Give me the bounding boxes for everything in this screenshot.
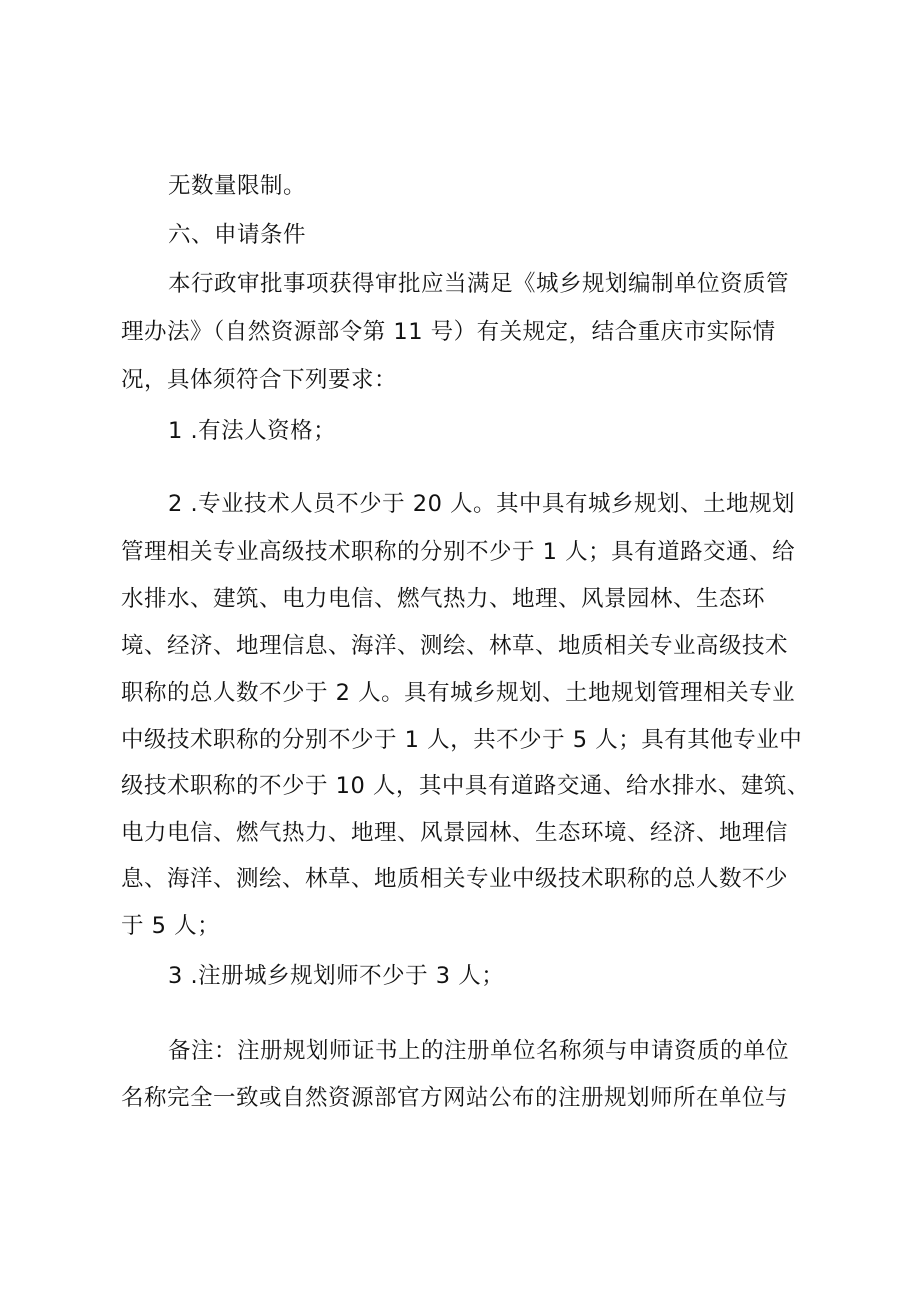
text-line: 无数量限制。 bbox=[168, 173, 307, 199]
list-item: 2 .专业技术人员不少于 20 人。其中具有城乡规划、土地规划 bbox=[168, 491, 796, 517]
section-heading: 六、申请条件 bbox=[168, 222, 307, 248]
text-line: 理办法》（自然资源部令第 11 号）有关规定，结合重庆市实际情 bbox=[121, 319, 776, 345]
list-item: 3 .注册城乡规划师不少于 3 人； bbox=[168, 963, 505, 989]
text-line: 管理相关专业高级技术职称的分别不少于 1 人；具有道路交通、给 bbox=[121, 539, 796, 565]
text-line: 电力电信、燃气热力、地理、风景园林、生态环境、经济、地理信 bbox=[121, 820, 789, 846]
text-line: 况，具体须符合下列要求： bbox=[121, 367, 398, 393]
text-line: 息、海洋、测绘、林草、地质相关专业中级技术职称的总人数不少 bbox=[121, 866, 789, 892]
note-text: 名称完全一致或自然资源部官方网站公布的注册规划师所在单位与 bbox=[121, 1085, 789, 1111]
text-line: 职称的总人数不少于 2 人。具有城乡规划、土地规划管理相关专业 bbox=[121, 680, 796, 706]
text-line: 本行政审批事项获得审批应当满足《城乡规划编制单位资质管 bbox=[168, 271, 790, 297]
list-item: 1 .有法人资格； bbox=[168, 418, 337, 444]
text-line: 境、经济、地理信息、海洋、测绘、林草、地质相关专业高级技术 bbox=[121, 633, 789, 659]
note-text: 备注：注册规划师证书上的注册单位名称须与申请资质的单位 bbox=[168, 1038, 790, 1064]
text-line: 于 5 人； bbox=[121, 913, 221, 939]
text-line: 中级技术职称的分别不少于 1 人，共不少于 5 人；具有其他专业中 bbox=[121, 727, 803, 753]
text-line: 水排水、建筑、电力电信、燃气热力、地理、风景园林、生态环 bbox=[121, 586, 766, 612]
text-line: 级技术职称的不少于 10 人，其中具有道路交通、给水排水、建筑、 bbox=[121, 773, 810, 799]
